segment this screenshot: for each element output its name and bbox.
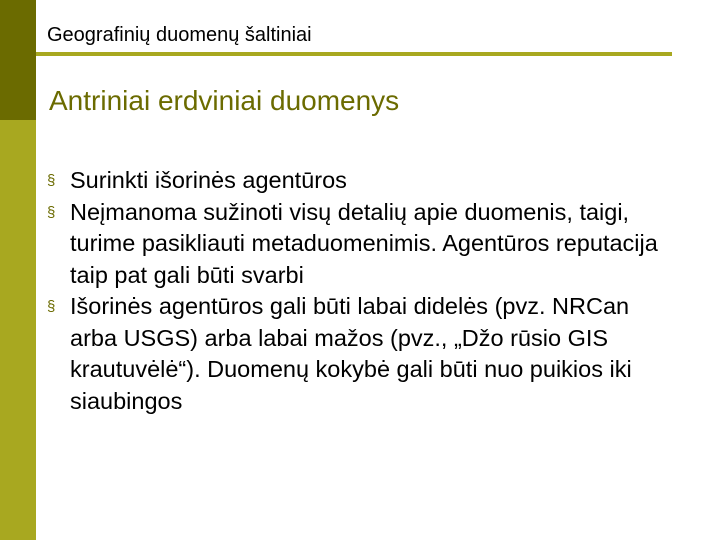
bullet-text: Surinkti išorinės agentūros [70,167,347,193]
square-bullet-icon: § [47,298,56,315]
sidebar-accent-light [0,120,36,540]
bullet-item [47,197,670,292]
bullet-text: Išorinės agentūros gali būti labai didelės (pvz. NRCan arba USGS) arba labai mažos (pvz., „Džo rūsio GIS krautuvėlė“). Duomenų kokybė gali būti nuo puikios iki siaubingos [70,293,632,414]
bullet-text: Neįmanoma sužinoti visų detalių apie duomenis, taigi, turime pasikliauti metaduomenimis. Agentūros reputacija taip pat gali būti svarbi [70,198,658,288]
square-bullet-icon: § [47,203,56,221]
sidebar-accent-dark [0,0,36,120]
slide-title: Antriniai erdviniai duomenys [49,85,400,116]
square-bullet-icon: § [47,172,56,189]
bullet-list [47,165,670,417]
header-divider [36,52,672,56]
header-title: Geografinių duomenų šaltiniai [47,24,312,46]
bullet-item [47,165,670,197]
bullet-item [47,291,670,417]
